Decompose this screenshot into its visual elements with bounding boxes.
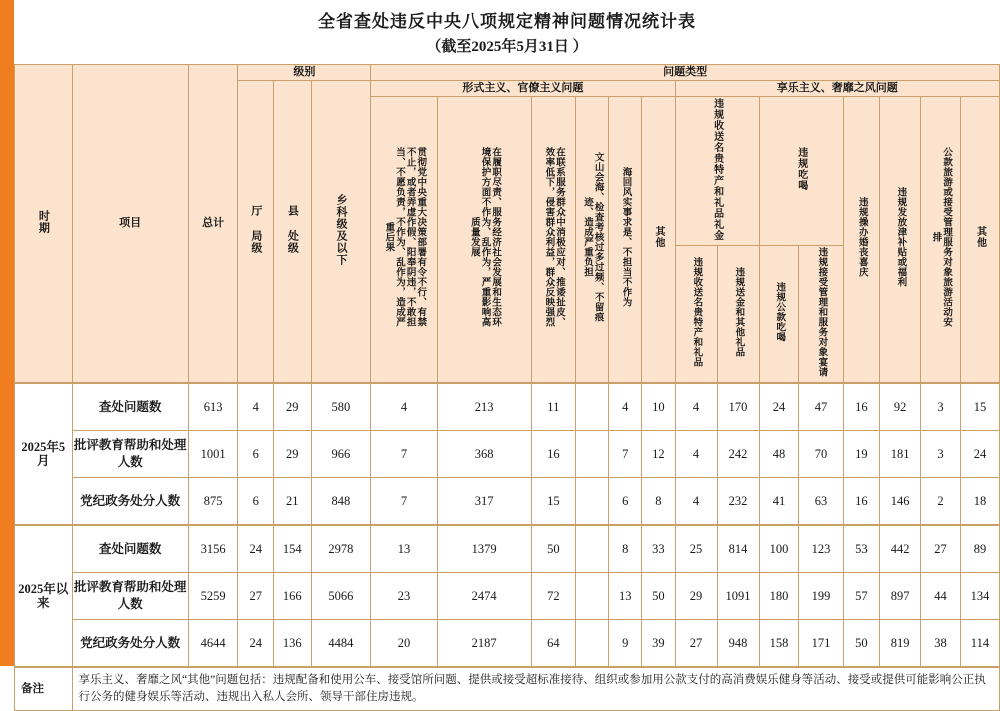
- cell-formalism-2: 2187: [437, 619, 531, 667]
- cell-formalism-1: 13: [371, 525, 437, 573]
- cell-total: 3156: [188, 525, 238, 573]
- cell-hedonism-5: 53: [843, 525, 880, 573]
- header-hedonism-allowance: 违规发放津补贴或福利: [880, 96, 921, 383]
- header-drink-sub-2: 违规接受管理和服务对象宴请: [799, 246, 843, 383]
- cell-total: 1001: [188, 430, 238, 477]
- title-block: [14, 0, 1000, 58]
- cell-hedonism-4: 199: [799, 572, 843, 619]
- header-total: 总计: [188, 65, 238, 383]
- header-row-1: [15, 65, 1000, 81]
- header-formalism-col-1: 贯彻党中央重大决策部署有令不行、有禁不止，或者弄虚作假、阳奉阴违，不敢担当、不愿负责，不作为、乱作为，造成严重后果: [371, 96, 437, 383]
- cell-hedonism-6: 442: [880, 525, 921, 573]
- note-row: [15, 667, 1000, 711]
- header-hedonism-group: 享乐主义、奢靡之风问题: [675, 81, 1000, 97]
- header-hedonism-drink: 违规吃喝: [759, 96, 843, 246]
- cell-hedonism-1: 29: [675, 572, 717, 619]
- cell-formalism-3: 50: [531, 525, 575, 573]
- cell-hedonism-2: 1091: [717, 572, 759, 619]
- table-row: [15, 477, 1000, 525]
- cell-formalism-4: [575, 525, 608, 573]
- cell-hedonism-5: 19: [843, 430, 880, 477]
- cell-level-3: 848: [311, 477, 371, 525]
- cell-formalism-4: [575, 383, 608, 431]
- cell-hedonism-7: 27: [921, 525, 961, 573]
- header-hedonism-other: 其他: [960, 96, 999, 383]
- cell-level-3: 5066: [311, 572, 371, 619]
- cell-hedonism-2: 232: [717, 477, 759, 525]
- header-project: 项目: [72, 65, 188, 383]
- period-label-1: 2025年5月: [15, 383, 73, 525]
- cell-formalism-1: 7: [371, 477, 437, 525]
- cell-hedonism-6: 146: [880, 477, 921, 525]
- page-subtitle: （截至2025年5月31日 ）: [426, 38, 588, 55]
- note-label: 备注: [15, 667, 73, 711]
- header-formalism-col-2: 在履职尽责、服务经济社会发展和生态环境保护方面不作为、乱作为，严重影响高质量发展: [437, 96, 531, 383]
- cell-level-1: 4: [238, 383, 273, 431]
- header-hedonism-gift: 违规收送名贵特产和礼品礼金: [675, 96, 759, 246]
- cell-level-3: 966: [311, 430, 371, 477]
- cell-hedonism-2: 814: [717, 525, 759, 573]
- header-level-ting: 厅 局级: [238, 81, 273, 383]
- cell-formalism-other: 12: [642, 430, 675, 477]
- cell-hedonism-2: 170: [717, 383, 759, 431]
- cell-formalism-1: 20: [371, 619, 437, 667]
- cell-hedonism-1: 25: [675, 525, 717, 573]
- row-label: 查处问题数: [72, 383, 188, 431]
- cell-hedonism-1: 4: [675, 383, 717, 431]
- cell-hedonism-3: 180: [759, 572, 799, 619]
- period-label-2: 2025年以来: [15, 525, 73, 667]
- cell-hedonism-2: 242: [717, 430, 759, 477]
- cell-formalism-other: 39: [642, 619, 675, 667]
- cell-level-1: 27: [238, 572, 273, 619]
- cell-level-1: 6: [238, 477, 273, 525]
- header-hedonism-banquet: 违规操办婚丧喜庆: [843, 96, 880, 383]
- table-body: [15, 383, 1000, 711]
- cell-formalism-3: 16: [531, 430, 575, 477]
- row-label: 党纪政务处分人数: [72, 619, 188, 667]
- header-drink-sub-1: 违规公款吃喝: [759, 246, 799, 383]
- cell-hedonism-5: 16: [843, 477, 880, 525]
- cell-formalism-5: 13: [609, 572, 642, 619]
- header-level-xiangke: 乡科级及以下: [311, 81, 371, 383]
- cell-level-2: 154: [273, 525, 311, 573]
- cell-hedonism-7: 38: [921, 619, 961, 667]
- page-title: 全省查处违反中央八项规定精神问题情况统计表: [318, 12, 696, 31]
- cell-hedonism-other: 89: [960, 525, 999, 573]
- cell-hedonism-4: 63: [799, 477, 843, 525]
- cell-level-1: 6: [238, 430, 273, 477]
- cell-hedonism-7: 3: [921, 383, 961, 431]
- header-hedonism-travel: 公款旅游或接受管理服务对象旅游活动安排: [921, 96, 961, 383]
- row-label: 党纪政务处分人数: [72, 477, 188, 525]
- header-gift-sub-1: 违规收送名贵特产和礼品: [675, 246, 717, 383]
- cell-hedonism-3: 48: [759, 430, 799, 477]
- cell-hedonism-1: 4: [675, 477, 717, 525]
- cell-hedonism-7: 44: [921, 572, 961, 619]
- row-label: 查处问题数: [72, 525, 188, 573]
- header-problem-type: 问题类型: [371, 65, 1000, 81]
- cell-formalism-5: 4: [609, 383, 642, 431]
- header-formalism-group: 形式主义、官僚主义问题: [371, 81, 675, 97]
- cell-hedonism-6: 181: [880, 430, 921, 477]
- table-row: [15, 572, 1000, 619]
- cell-hedonism-4: 70: [799, 430, 843, 477]
- cell-hedonism-5: 16: [843, 383, 880, 431]
- cell-formalism-5: 6: [609, 477, 642, 525]
- statistics-table: [14, 64, 1000, 711]
- table-row: [15, 525, 1000, 573]
- cell-formalism-3: 64: [531, 619, 575, 667]
- cell-total: 613: [188, 383, 238, 431]
- cell-level-2: 136: [273, 619, 311, 667]
- cell-formalism-4: [575, 430, 608, 477]
- cell-hedonism-4: 123: [799, 525, 843, 573]
- cell-formalism-2: 1379: [437, 525, 531, 573]
- cell-formalism-other: 50: [642, 572, 675, 619]
- cell-level-2: 166: [273, 572, 311, 619]
- cell-hedonism-other: 24: [960, 430, 999, 477]
- cell-formalism-other: 33: [642, 525, 675, 573]
- cell-hedonism-2: 948: [717, 619, 759, 667]
- cell-hedonism-4: 171: [799, 619, 843, 667]
- cell-formalism-5: 7: [609, 430, 642, 477]
- cell-hedonism-other: 134: [960, 572, 999, 619]
- table-row: [15, 383, 1000, 431]
- cell-hedonism-6: 819: [880, 619, 921, 667]
- cell-formalism-other: 10: [642, 383, 675, 431]
- header-formalism-col-5: 海回风实事求是、不担当不作为: [609, 96, 642, 383]
- note-text: 享乐主义、奢靡之风“其他”问题包括：违规配备和使用公车、接受馆所问题、提供或接受超标准接待、组织或参加用公款支付的高消费娱乐健身等活动、接受或提供可能影响公正执行公务的健身娱乐等活动、违规出入私人会所、领导干部住房违规。: [72, 667, 999, 711]
- row-label: 批评教育帮助和处理人数: [72, 430, 188, 477]
- cell-formalism-2: 2474: [437, 572, 531, 619]
- cell-formalism-1: 4: [371, 383, 437, 431]
- cell-formalism-2: 368: [437, 430, 531, 477]
- cell-hedonism-7: 2: [921, 477, 961, 525]
- cell-hedonism-3: 41: [759, 477, 799, 525]
- table-row: [15, 430, 1000, 477]
- header-level-group: 级别: [238, 65, 371, 81]
- cell-hedonism-4: 47: [799, 383, 843, 431]
- cell-hedonism-3: 100: [759, 525, 799, 573]
- cell-hedonism-5: 50: [843, 619, 880, 667]
- cell-total: 4644: [188, 619, 238, 667]
- table-row: [15, 619, 1000, 667]
- cell-level-1: 24: [238, 525, 273, 573]
- cell-hedonism-3: 24: [759, 383, 799, 431]
- cell-formalism-5: 8: [609, 525, 642, 573]
- header-gift-sub-2: 违规送金和其他礼品: [717, 246, 759, 383]
- header-formalism-col-3: 在联系服务群众中消极应对、推诿扯皮、效率低下，侵害群众利益，群众反映强烈: [531, 96, 575, 383]
- cell-hedonism-6: 897: [880, 572, 921, 619]
- cell-formalism-4: [575, 477, 608, 525]
- cell-hedonism-5: 57: [843, 572, 880, 619]
- cell-level-2: 29: [273, 430, 311, 477]
- cell-formalism-3: 72: [531, 572, 575, 619]
- cell-formalism-3: 15: [531, 477, 575, 525]
- cell-formalism-4: [575, 619, 608, 667]
- cell-total: 5259: [188, 572, 238, 619]
- cell-level-3: 2978: [311, 525, 371, 573]
- cell-hedonism-1: 4: [675, 430, 717, 477]
- cell-formalism-2: 317: [437, 477, 531, 525]
- cell-level-2: 21: [273, 477, 311, 525]
- header-level-xian: 县 处级: [273, 81, 311, 383]
- cell-formalism-1: 23: [371, 572, 437, 619]
- cell-level-3: 580: [311, 383, 371, 431]
- cell-formalism-1: 7: [371, 430, 437, 477]
- cell-level-1: 24: [238, 619, 273, 667]
- cell-hedonism-other: 114: [960, 619, 999, 667]
- cell-formalism-other: 8: [642, 477, 675, 525]
- cell-hedonism-7: 3: [921, 430, 961, 477]
- cell-hedonism-other: 15: [960, 383, 999, 431]
- cell-formalism-2: 213: [437, 383, 531, 431]
- cell-level-3: 4484: [311, 619, 371, 667]
- cell-formalism-5: 9: [609, 619, 642, 667]
- cell-hedonism-6: 92: [880, 383, 921, 431]
- cell-hedonism-1: 27: [675, 619, 717, 667]
- cell-formalism-4: [575, 572, 608, 619]
- row-label: 批评教育帮助和处理人数: [72, 572, 188, 619]
- cell-formalism-3: 11: [531, 383, 575, 431]
- header-formalism-col-4: 文山会海、检查考核过多过频、不留痕迹、造成严重负担: [575, 96, 608, 383]
- cell-level-2: 29: [273, 383, 311, 431]
- header-formalism-other: 其他: [642, 96, 675, 383]
- header-period: 时期: [15, 65, 73, 383]
- cell-hedonism-other: 18: [960, 477, 999, 525]
- cell-total: 875: [188, 477, 238, 525]
- cell-hedonism-3: 158: [759, 619, 799, 667]
